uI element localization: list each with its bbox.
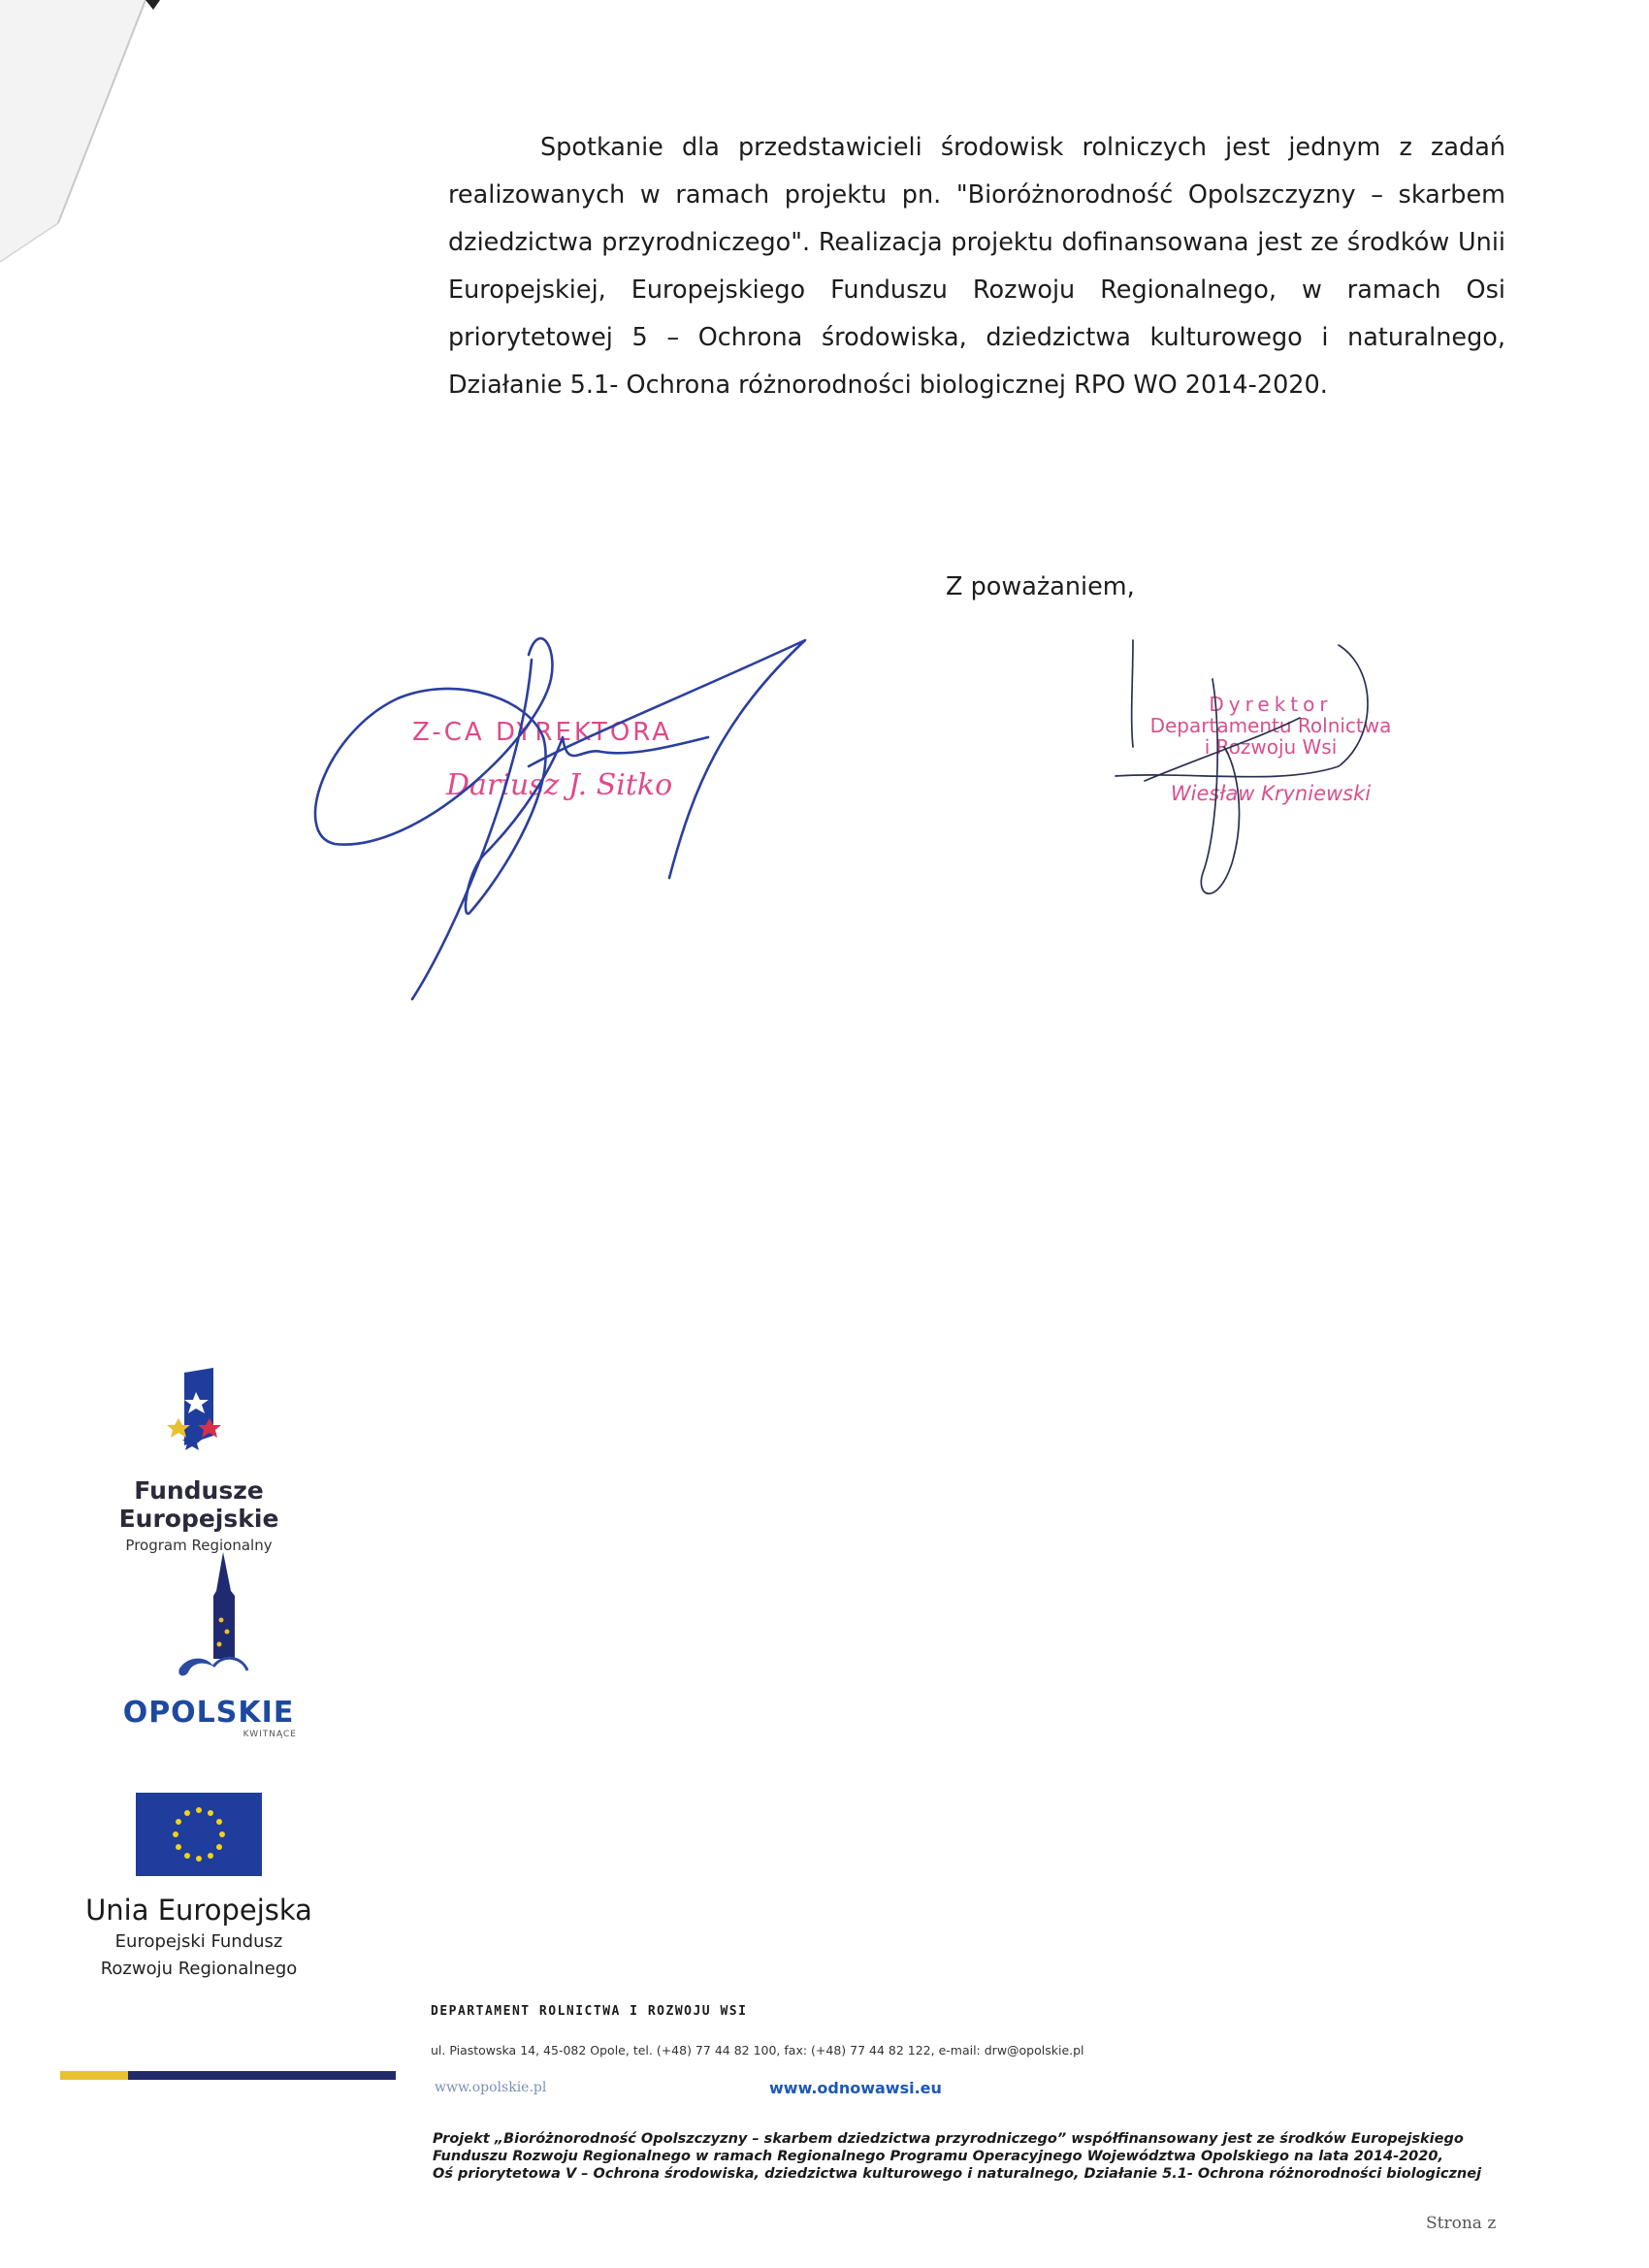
eu-subtitle-line1: Europejski Fundusz xyxy=(114,1931,283,1952)
project-funding-note xyxy=(433,2130,1509,2183)
website-link-opolskie[interactable]: www.opolskie.pl xyxy=(435,2080,547,2095)
stamp-name: Wiesław Kryniewski xyxy=(1170,782,1372,805)
stamp-title: Dyrektor xyxy=(1209,693,1333,716)
footer-bar-navy xyxy=(128,2071,396,2080)
unia-europejska-logo xyxy=(58,1793,340,1981)
opolskie-tower-icon xyxy=(155,1552,262,1688)
project-note-line2: Funduszu Rozwoju Regionalnego w ramach Regionalnego Programu Operacyjnego Województwa Opolskiego na lata 2014-2020, xyxy=(433,2149,1443,2164)
page-corner-fold xyxy=(0,0,175,320)
eu-flag-icon xyxy=(136,1793,262,1876)
stamp-name: Dariusz J. Sitko xyxy=(446,768,673,802)
website-link-odnowawsi[interactable]: www.odnowawsi.eu xyxy=(769,2079,942,2097)
opolskie-logo xyxy=(107,1552,310,1739)
stamp-department-line2: i Rozwoju Wsi xyxy=(1204,735,1338,759)
project-note-line1: Projekt „Bioróżnorodność Opolszczyzny – skarbem dziedzictwa przyrodniczego” współfinansowany jest ze środków Europejskiego xyxy=(433,2131,1464,2147)
footer-color-bar xyxy=(60,2071,396,2080)
page-number: Strona z xyxy=(1426,2214,1497,2233)
letter-paragraph: Spotkanie dla przedstawicieli środowisk rolniczych jest jednym z zadań realizowanych w ramach projektu pn. "Bioróżnorodność Opolszczyzny – skarbem dziedzictwa przyrodniczego". Realizacja projektu dofinansowana jest ze środków Unii Europejskiej, Europejskiego Funduszu Rozwoju Regionalnego, w ramach Osi priorytetowej 5 – Ochrona środowiska, dziedzictwa kulturowego i naturalnego, Działanie 5.1- Ochrona różnorodności biologicznej RPO WO 2014-2020. xyxy=(448,133,1505,400)
fundusze-europejskie-emblem-icon xyxy=(165,1368,233,1465)
fe-subtitle: Program Regionalny xyxy=(125,1537,273,1554)
fe-name: Fundusze Europejskie xyxy=(118,1476,279,1533)
director-stamp xyxy=(1106,694,1436,804)
department-address: ul. Piastowska 14, 45-082 Opole, tel. (+48) 77 44 82 100, fax: (+48) 77 44 82 122, e-mail: drw@opolskie.pl xyxy=(431,2043,1084,2057)
footer-bar-yellow xyxy=(60,2071,128,2080)
letter-body xyxy=(448,124,1505,409)
deputy-director-stamp xyxy=(412,718,723,802)
fundusze-europejskie-logo xyxy=(68,1368,330,1554)
letter-closing: Z poważaniem, xyxy=(946,572,1135,601)
stamp-department: Departamentu Rolnictwa xyxy=(1149,714,1392,737)
department-name: DEPARTAMENT ROLNICTWA I ROZWOJU WSI xyxy=(431,2004,748,2019)
eu-name: Unia Europejska xyxy=(85,1894,312,1927)
stamp-title: Z-CA DYREKTORA xyxy=(412,718,673,747)
project-note-line3: Oś priorytetowa V – Ochrona środowiska, dziedzictwa kulturowego i naturalnego, Działanie 5.1- Ochrona różnorodności biologicznej xyxy=(433,2166,1482,2182)
opolskie-name: OPOLSKIE xyxy=(122,1696,295,1730)
eu-subtitle-line2: Rozwoju Regionalnego xyxy=(100,1959,298,1979)
opolskie-tagline: KWITNĄCE xyxy=(242,1730,297,1739)
